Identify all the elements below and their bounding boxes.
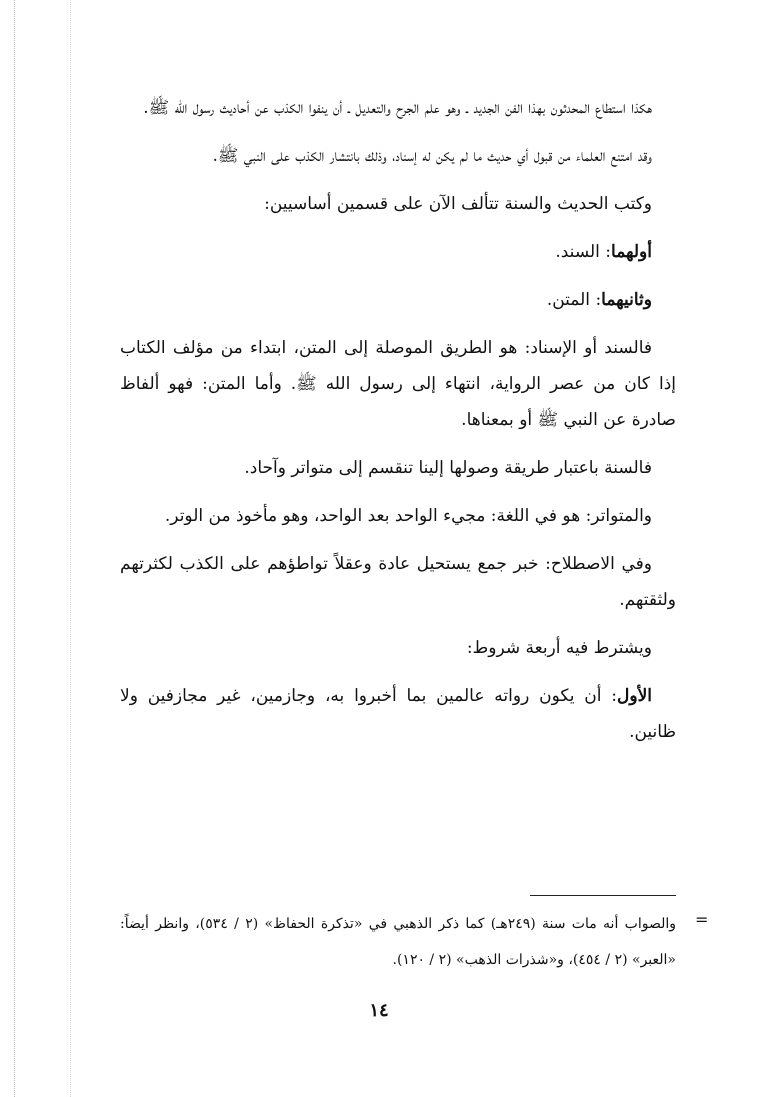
footnote-continuation-marker: = xyxy=(695,910,709,929)
scan-edge-line xyxy=(14,0,15,1097)
scan-fold-line xyxy=(70,0,71,1097)
paragraph-sanad-definition: فالسند أو الإسناد: هو الطريق الموصلة إلى المتن، ابتداء من مؤلف الكتاب إذا كان من عصر الرواية، انتهاء إلى رسول الله ﷺ. وأما المتن: فهو ألفاظ صادرة عن النبي ﷺ أو بمعناها. xyxy=(120,338,676,430)
paragraph-isnad-requirement: وقد امتنع العلماء من قبول أي حديث ما لم يكن له إسناد، وذلك بانتشار الكذب على النبي ﷺ. xyxy=(212,146,652,166)
list-item-text: : المتن. xyxy=(546,290,602,310)
footnote-text: والصواب أنه مات سنة (٢٤٩هـ) كما ذكر الذهبي في «تذكرة الحفاظ» (٢ / ٥٣٤)، وانظر أيضاً: «العبر» (٢ / ٤٥٤)، و«شذرات الذهب» (٢ / ١٢٠). xyxy=(120,916,677,968)
list-item-text: : السند. xyxy=(555,242,612,262)
footnote-divider xyxy=(530,895,676,896)
list-item-sanad xyxy=(120,234,676,270)
paragraph-mutawatir-lughah: والمتواتر: هو في اللغة: مجيء الواحد بعد الواحد، وهو مأخوذ من الوتر. xyxy=(164,506,652,526)
list-item-label: وثانيهما xyxy=(601,290,652,310)
page-body xyxy=(120,90,676,762)
condition-label: الأول xyxy=(617,686,652,706)
condition-text: : أن يكون رواته عالمين بما أخبروا به، وجازمين، غير مجازفين ولا ظانين. xyxy=(120,686,676,742)
list-item-label: أولهما xyxy=(611,242,652,262)
page-number: ١٤ xyxy=(369,1000,389,1021)
paragraph-mutawatir-istilah: وفي الاصطلاح: خبر جمع يستحيل عادة وعقلاً تواطؤهم على الكذب لكثرتهم ولثقتهم. xyxy=(120,554,676,610)
condition-first xyxy=(120,678,676,750)
paragraph-two-parts: وكتب الحديث والسنة تتألف الآن على قسمين أساسيين: xyxy=(264,194,652,214)
list-item-matn xyxy=(120,282,676,318)
paragraph-conditions-intro: ويشترط فيه أربعة شروط: xyxy=(466,638,652,658)
paragraph-sunnah-division: فالسنة باعتبار طريقة وصولها إلينا تنقسم إلى متواتر وآحاد. xyxy=(244,458,652,478)
paragraph-jarh-tadil: هكذا استطاع المحدثون بهذا الفن الجديد ـ وهو علم الجرح والتعديل ـ أن ينفوا الكذب عن أحاديث رسول الله ﷺ. xyxy=(143,98,652,118)
